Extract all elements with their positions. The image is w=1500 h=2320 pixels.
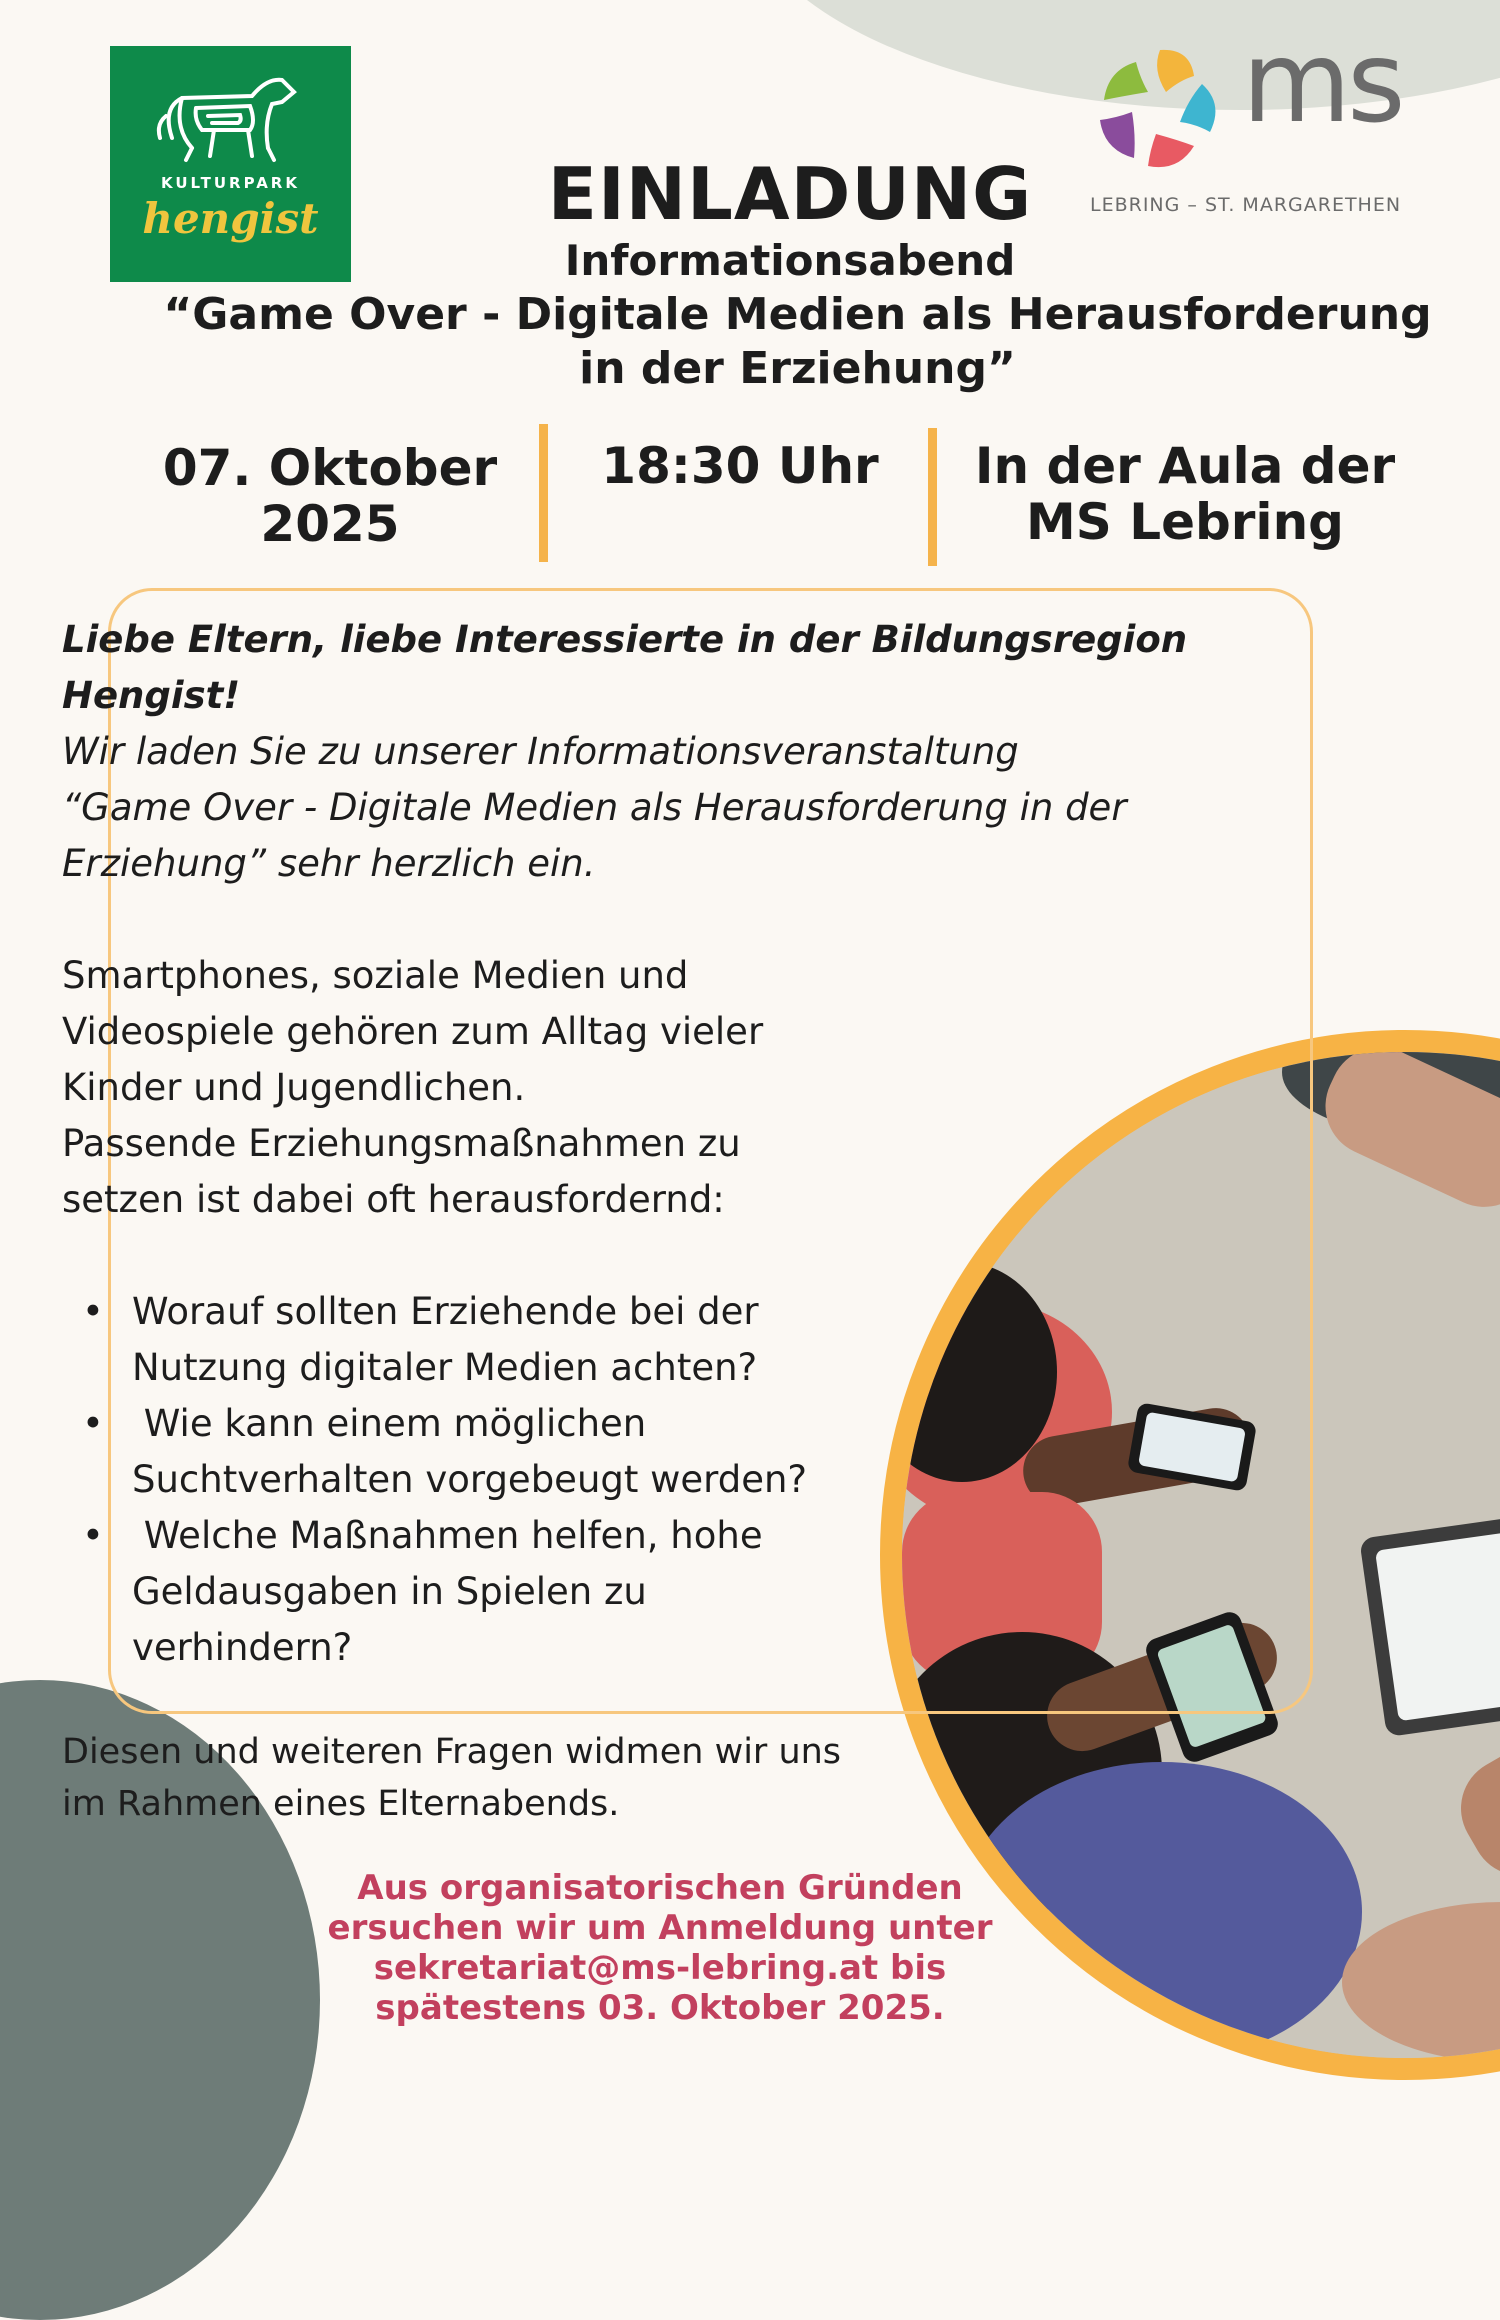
- greeting-line: Liebe Eltern, liebe Interessierte in der Bildungsregion: [62, 618, 1188, 661]
- logo-brand: hengist: [142, 194, 319, 243]
- greeting-line: Hengist!: [62, 674, 241, 717]
- paragraph-line: Smartphones, soziale Medien und: [62, 954, 689, 997]
- greeting: [62, 612, 1262, 724]
- question-list: [80, 1284, 960, 1676]
- list-item-line: Geldausgaben in Spielen zu: [132, 1570, 647, 1613]
- event-name-line: “Game Over - Digitale Medien als Herausforderung: [163, 289, 1432, 340]
- notice-line: ersuchen wir um Anmeldung unter: [327, 1908, 993, 1948]
- invitation-line: Erziehung” sehr herzlich ein.: [62, 842, 596, 885]
- event-date: [130, 440, 530, 552]
- list-item-line: verhindern?: [132, 1626, 353, 1669]
- invitation-text: [62, 724, 1262, 892]
- invitation-line: “Game Over - Digitale Medien als Herausforderung in der: [62, 786, 1127, 829]
- event-name-line: in der Erziehung”: [579, 343, 1016, 394]
- paragraph-line: Passende Erziehungsmaßnahmen zu: [62, 1122, 741, 1165]
- list-item-line: • Wie kann einem möglichen: [132, 1402, 647, 1445]
- logo-subtitle: LEBRING – ST. MARGARETHEN: [1090, 194, 1402, 216]
- divider: [539, 424, 548, 562]
- logo-brand: ms: [1242, 18, 1402, 148]
- event-date-line: 2025: [260, 495, 400, 553]
- list-item: [80, 1284, 960, 1396]
- notice-line: Aus organisatorischen Gründen: [357, 1868, 963, 1908]
- list-item-line: • Welche Maßnahmen helfen, hohe: [132, 1514, 763, 1557]
- notice-email-line: sekretariat@ms-lebring.at bis: [373, 1948, 947, 1988]
- registration-notice: [310, 1868, 1010, 2028]
- paragraph-line: Videospiele gehören zum Alltag vieler: [62, 1010, 764, 1053]
- logo-kicker: KULTURPARK: [161, 174, 300, 192]
- list-item-line: Suchtverhalten vorgebeugt werden?: [132, 1458, 808, 1501]
- paragraph-line: setzen ist dabei oft herausfordernd:: [62, 1178, 725, 1221]
- intro-paragraph: [62, 948, 902, 1228]
- paragraph-line: Kinder und Jugendlichen.: [62, 1066, 526, 1109]
- list-item-line: • Worauf sollten Erziehende bei der: [132, 1290, 759, 1333]
- list-item: [80, 1508, 960, 1676]
- page-subtitle: Informationsabend: [564, 236, 1016, 285]
- divider: [928, 428, 937, 566]
- event-date-line: 07. Oktober: [162, 439, 498, 497]
- event-location-line: In der Aula der: [974, 437, 1396, 495]
- event-location-line: MS Lebring: [1026, 493, 1344, 551]
- page-title: EINLADUNG: [547, 152, 1033, 236]
- invitation-line: Wir laden Sie zu unserer Informationsveranstaltung: [62, 730, 1019, 773]
- list-item: [80, 1396, 960, 1508]
- event-name: [145, 288, 1450, 396]
- closing-paragraph: [62, 1726, 962, 1830]
- event-location: [940, 438, 1430, 550]
- notice-line: spätestens 03. Oktober 2025.: [375, 1988, 945, 2028]
- closing-line: Diesen und weiteren Fragen widmen wir uns: [62, 1732, 842, 1772]
- list-item-line: Nutzung digitaler Medien achten?: [132, 1346, 758, 1389]
- closing-line: im Rahmen eines Elternabends.: [62, 1784, 620, 1824]
- event-time: 18:30 Uhr: [601, 437, 879, 495]
